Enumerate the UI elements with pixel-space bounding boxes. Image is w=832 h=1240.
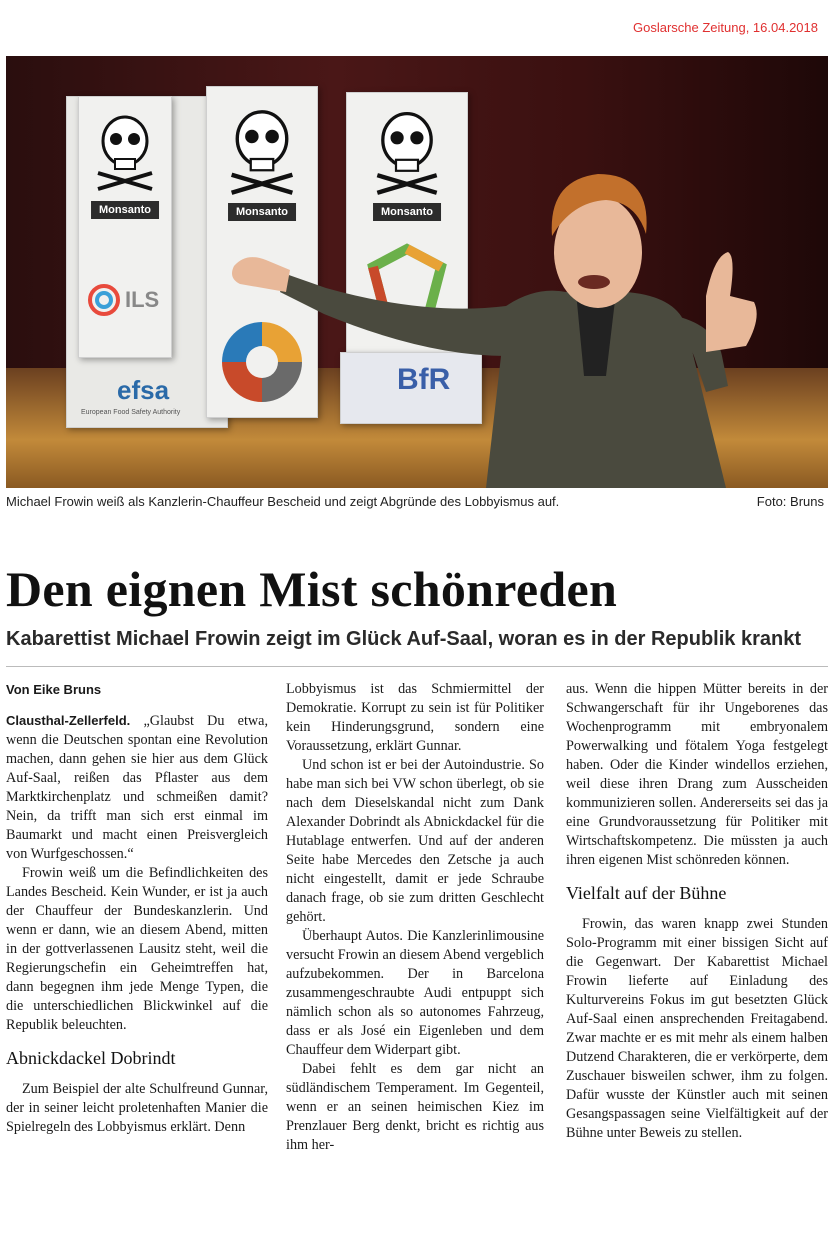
article-photo — [6, 56, 828, 488]
section-heading: Abnickdackel Dobrindt — [6, 1048, 176, 1068]
dateline: Clausthal-Zellerfeld. — [6, 713, 131, 728]
monsanto-label: Monsanto — [373, 203, 441, 221]
monsanto-label: Monsanto — [228, 203, 296, 221]
headline: Den eignen Mist schönreden — [6, 561, 618, 617]
paragraph: Frowin, das waren knapp zwei Stunden Solo-Programm mit einer bissigen Sicht auf die Gegenwart. Der Kabarettist Michael Frowin lieferte auf Einladung des Kulturvereins Fokus im gut besetzten Glück Auf-Saal einen ansprechenden Freitagabend. Zwar machte er es mit mehr als einem halben Dutzend Charakteren, die er verkörperte, dem Zuschauer bisweilen schwer, ihm zu folgen. Dafür wusste der Künstler auch mit seinen Gesangspassagen seine Vielfältigkeit auf der Bühne unter Beweis zu stellen. — [566, 916, 828, 1141]
article-column-2 — [286, 680, 544, 1155]
ils-swirl-icon — [87, 283, 121, 317]
photo-credit: Foto: Bruns — [756, 494, 824, 509]
paragraph: Überhaupt Autos. Die Kanzlerinlimousine versucht Frowin an diesem Abend vergeblich aufzubekommen. Der in Barcelona zusammengeschraubte Audi entpuppt sich nämlich schon als so autonomes Fahrzeug, dass er als José ein Eigenleben und dem Chauffeur dem Widerpart gibt. — [286, 928, 544, 1058]
caption-text: Michael Frowin weiß als Kanzlerin-Chauffeur Bescheid und zeigt Abgründe des Lobbyismus auf. — [6, 494, 560, 509]
poster-1 — [78, 96, 172, 358]
article-column-1 — [6, 680, 268, 1137]
subheadline: Kabarettist Michael Frowin zeigt im Glück Auf-Saal, woran es in der Republik krankt — [6, 628, 801, 650]
bfr-logo: BfR — [397, 363, 451, 396]
skull-icon — [90, 111, 160, 191]
paragraph: Zum Beispiel der alte Schulfreund Gunnar, der in seiner leicht proletenhaften Manier die Spielregeln des Lobbyismus erklärt. Denn — [6, 1081, 268, 1135]
performer-figure — [206, 56, 826, 488]
monsanto-label: Monsanto — [91, 201, 159, 219]
paragraph: Und schon ist er bei der Autoindustrie. So habe man sich bei VW schon überlegt, ob sie nach dem Dieselskandal nicht zum Dank Alexander Dobrindt als Abnickdackel für die Hutablage entwerfen. Und auf der anderen Seite habe Mercedes den Zetsche ja auch nicht eingestellt, damit er jede Schraube danach frage, ob sie zum dritten Geschlecht gehört. — [286, 757, 544, 925]
author-byline: Von Eike Bruns — [6, 682, 102, 697]
efsa-subtitle: European Food Safety Authority — [81, 409, 181, 416]
divider — [6, 666, 828, 667]
source-label: Goslarsche Zeitung, 16.04.2018 — [632, 20, 818, 35]
section-heading: Vielfalt auf der Bühne — [566, 883, 727, 903]
paragraph: Dabei fehlt es dem gar nicht an südländischem Temperament. Im Gegenteil, wenn er an seinen heimischen Kiez im Prenzlauer Berg denkt, bricht es richtig aus ihm her- — [286, 1061, 544, 1153]
paragraph — [6, 711, 268, 864]
paragraph: aus. Wenn die hippen Mütter bereits in der Schwangerschaft für ihr Ungeborenes das Wochenprogramm mit embryonalem Powerwalking und fötalem Yoga festgelegt haben. Oder die Kinder windellos erziehen, weil diese ihren Drang zum Ausscheiden kommunizieren sollen. Andererseits sei das ja eine Grundvoraussetzung für Politiker mit Wirtschaftskompetenz. Die müssten ja auch ihren eigenen Mist schönreden können. — [566, 681, 828, 868]
article-column-3 — [566, 680, 828, 1143]
efsa-logo: efsa — [117, 375, 170, 405]
paragraph-text: „Glaubst Du etwa, wenn die Deutschen spontan eine Revolution machen, dann gehen sie hier aus dem Glück Auf-Saal, reißen das Pflaster aus dem Marktkirchenplatz und schmeißen damit? Nein, da trifft man sich erst einmal im Baumarkt und macht einen Preisvergleich von Wurfgeschossen.“ — [6, 713, 268, 862]
photo-caption — [6, 494, 828, 509]
paragraph: Frowin weiß um die Befindlichkeiten des Landes Bescheid. Kein Wunder, er ist ja auch der Chauffeur der Bundeskanzlerin. Und wenn er dann, wie an diesem Abend, mitten in der gottverlassenen Lausitz steht, weil die Regierungschefin ein Geheimtreffen hat, dann begegnen ihm jede Menge Typen, die die unterschiedlichen Blickwinkel auf die Republik beleuchten. — [6, 865, 268, 1033]
paragraph: Lobbyismus ist das Schmiermittel der Demokratie. Korrupt zu sein ist für Politiker kein Hinderungsgrund, sondern eine Voraussetzung, erklärt Gunnar. — [286, 681, 544, 754]
ils-logo: ILS — [125, 287, 160, 312]
